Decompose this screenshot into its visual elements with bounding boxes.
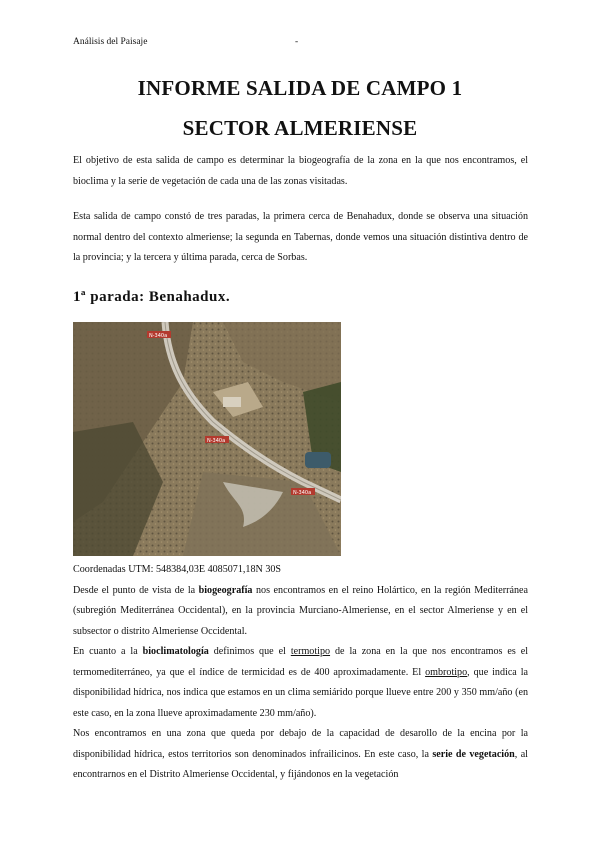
text-run: definimos que el: [208, 646, 291, 657]
biogeography-paragraph: [73, 581, 528, 643]
text-run: Nos encontramos en una zona que queda por debajo de la capacidad de desarollo de la encina por la disponibilidad hídrica, estos territorios son denominados infrailicinos. En este caso, la: [73, 728, 528, 760]
stop-1-body: [73, 560, 528, 786]
road-sign-label: N-340a: [207, 438, 226, 444]
page-header: [73, 37, 533, 47]
text-run: de la zona en la que nos encontramos es el termomediterráneo, ya que el índice de termicidad es de 400 aproximadamente. El: [73, 646, 528, 678]
report-title: INFORME SALIDA DE CAMPO 1: [137, 76, 463, 100]
report-subtitle: SECTOR ALMERIENSE: [182, 116, 418, 140]
term-biogeografia: biogeografía: [198, 584, 253, 596]
vegetation-paragraph: [73, 724, 528, 786]
intro-paragraph: El objetivo de esta salida de campo es determinar la biogeografía de la zona en la que nos encontramos, el bioclima y la serie de vegetación de cada una de las zonas visitadas.: [73, 155, 528, 187]
aerial-photo: [73, 322, 341, 556]
term-serie-de-vegetacion: serie de vegetación: [432, 748, 515, 760]
text-run: , al encontrarnos en el Distrito Almeriense Occidental, y fijándonos en la vegetación: [73, 748, 528, 780]
term-ombrotipo: ombrotipo: [425, 666, 468, 678]
stops-paragraph: Esta salida de campo constó de tres paradas, la primera cerca de Benahadux, donde se observa una situación normal dentro del contexto almeriense; la segunda en Tabernas, donde vemos una situación distintiva dentro de la provincia; y la tercera y última parada, cerca de Sorbas.: [73, 211, 528, 263]
header-course-title: Análisis del Paisaje: [73, 37, 148, 47]
utm-coordinates: Coordenadas UTM: 548384,03E 4085071,18N 30S: [73, 564, 282, 575]
bioclimate-paragraph: [73, 642, 528, 724]
road-sign-label: N-340a: [149, 333, 168, 339]
text-run: Desde el punto de vista de la: [73, 584, 199, 596]
section-heading-stop-1: 1ª parada: Benahadux.: [73, 289, 231, 305]
text-run: nos encontramos en el reino Holártico, en la región Mediterránea (subregión Mediterránea Occidental), en la provincia Murciano-Almeriense, en el sector Almeriense y en el subsector o distrito Almeriense Occidental.: [73, 584, 528, 637]
text-run: , que indica la disponibilidad hídrica, nos indica que estamos en un clima semiárido porque llueve entre 200 y 350 mm/año (en este caso, en la zona llueve aproximadamente 230 mm/año).: [73, 666, 528, 719]
term-termotipo: termotipo: [290, 646, 331, 657]
header-separator: -: [295, 37, 299, 47]
road-sign-label: N-340a: [293, 490, 312, 496]
text-run: En cuanto a la: [73, 646, 143, 657]
term-bioclimatologia: bioclimatología: [142, 646, 209, 657]
aerial-photo-graphic: [73, 322, 341, 556]
